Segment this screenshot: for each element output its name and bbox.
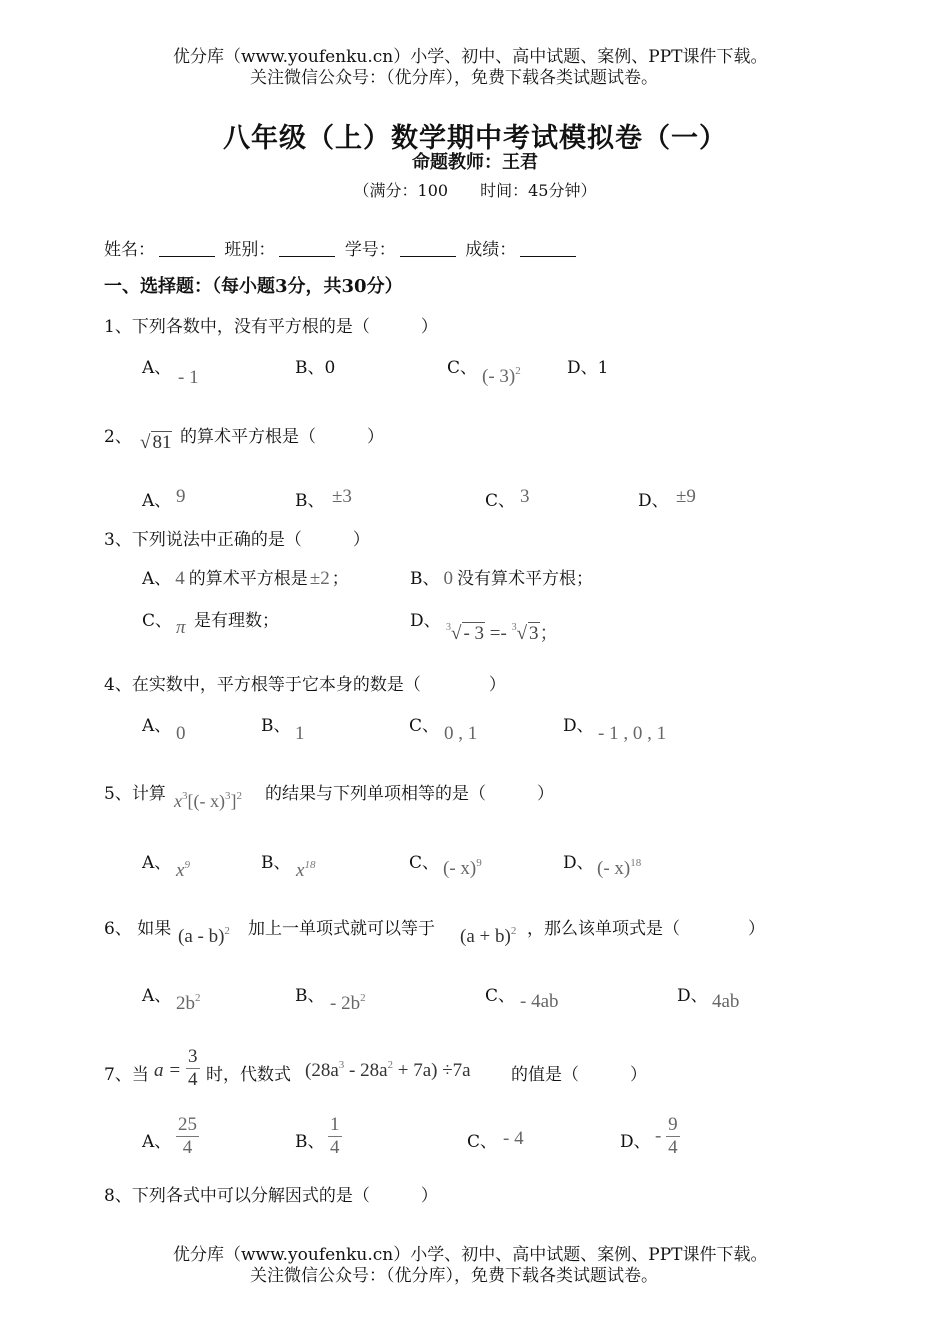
q6-option-a-label: A、 [142,986,172,1006]
q7-option-c-label: C、 [467,1132,498,1152]
q5-pre: 5、计算 [104,784,166,804]
q6-expr-1: (a - b)$^2$ [178,925,230,947]
q2-option-d-math: ±9 [676,486,696,507]
q4-option-c-label: C、 [409,716,440,736]
q3-option-d-math: $^3$√ - 3 =- $^3$√ 3； [446,622,559,644]
q4-option-d-label: D、 [563,716,594,736]
q3-option-c-label: C、 [142,611,173,631]
q5-option-b-math: $x^{18}$ [296,859,316,881]
q4-option-a-math: 0 [176,723,186,744]
q1-option-c-math: (- 3)$^2$ [482,365,521,387]
q7-option-d-label: D、 [620,1132,651,1152]
page-header-line-2: 关注微信公众号：（优分库），免费下载各类试题试卷。 [250,68,658,88]
q6-mid: 加上一单项式就可以等于 [248,919,435,939]
q6-option-c-label: C、 [485,986,516,1006]
q6-pre: 6、 如果 [104,919,172,939]
q4-option-b-math: 1 [295,723,305,744]
q7-option-a-fraction: $\frac{25}{4}$ [178,1114,197,1158]
q2-option-a-math: 9 [176,486,186,507]
q6-option-b-label: B、 [295,986,325,1006]
q3-option-d-label: D、 [410,611,441,631]
q2-option-d-label: D、 [638,491,669,511]
exam-teacher: 命题教师：王君 [412,152,538,173]
q7-post: 的值是（ ） [511,1065,647,1085]
q2-radical: √ 81 [140,432,172,453]
q5-option-a-label: A、 [142,853,172,873]
q1-option-a-label: A、 [142,358,172,378]
page-footer-line-1: 优分库（www.youfenku.cn）小学、初中、高中试题、案例、PPT课件下载。 [173,1245,768,1265]
q7-mid: 时，代数式 [206,1065,291,1085]
q1-option-b: B、0 [295,358,336,378]
q2-option-b-math: ±3 [332,486,352,507]
q1-option-a-math: - 1 [178,367,199,388]
q5-expression: $x^3[(-$ x)$^3$]$^2$ [174,790,242,811]
page-footer-line-2: 关注微信公众号：（优分库），免费下载各类试题试卷。 [250,1266,658,1286]
q7-fraction: $\frac{3}{4}$ [188,1046,198,1090]
q1-option-c-label: C、 [447,358,478,378]
id-field-label: 学号： [344,240,396,260]
q7-pre: 7、当 [104,1065,149,1085]
q5-option-d-label: D、 [563,853,594,873]
q3-option-a: A、 4 的算术平方根是 ±2 ； [142,568,349,589]
q2-option-c-label: C、 [485,491,516,511]
q3-option-b: B、 0 没有算术平方根； [410,568,593,589]
class-blank[interactable] [279,242,335,257]
score-field-label: 成绩： [465,240,517,260]
q5-option-c-label: C、 [409,853,440,873]
q5-option-b-label: B、 [261,853,291,873]
q2-number: 2、 [104,427,132,447]
student-info-row [104,235,580,260]
q8-stem: 8、下列各式中可以分解因式的是（ ） [104,1186,438,1206]
exam-title: 八年级（上）数学期中考试模拟卷（一） [223,123,727,154]
q4-option-a-label: A、 [142,716,172,736]
q3-option-c-math: π [176,617,186,638]
id-blank[interactable] [400,242,456,257]
q7-option-b-fraction: $\frac{1}{4}$ [330,1114,340,1158]
score-blank[interactable] [520,242,576,257]
q4-stem: 4、在实数中，平方根等于它本身的数是（ ） [104,675,506,695]
q7-option-b-label: B、 [295,1132,325,1152]
q6-expr-2: $(a + b)^2$ [460,925,517,947]
q7-variable-eq: a = [154,1060,182,1081]
q2-option-a-label: A、 [142,491,172,511]
q6-option-c-math: - 4ab [520,991,559,1012]
q5-post: 的结果与下列单项相等的是（ ） [265,784,554,804]
page-header-line-1: 优分库（www.youfenku.cn）小学、初中、高中试题、案例、PPT课件下载。 [173,47,768,67]
section-1-heading: 一、选择题：（每小题3分，共30分） [104,276,403,297]
name-blank[interactable] [159,242,215,257]
q4-option-c-math: 0 , 1 [444,723,478,744]
exam-meta: （满分：100 时间：45分钟） [353,181,597,200]
q2-option-b-label: B、 [295,491,325,511]
q6-option-b-math: - $2b^2$ [330,992,366,1014]
q7-option-d-fraction: - $\frac{9}{4}$ [655,1114,678,1158]
class-field-label: 班别： [224,240,276,260]
q7-option-a-label: A、 [142,1132,172,1152]
q6-post: ，那么该单项式是（ ） [527,919,765,939]
q7-option-c-math: - 4 [503,1128,524,1149]
q3-option-c-text: 是有理数； [194,611,279,631]
q6-option-d-label: D、 [677,986,708,1006]
q3-stem: 3、下列说法中正确的是（ ） [104,530,370,550]
q4-option-d-math: - 1 , 0 , 1 [598,723,667,744]
q1-stem: 1、下列各数中，没有平方根的是（ ） [104,317,438,337]
q5-option-c-math: (- x)$^9$ [443,857,482,879]
q6-option-a-math: $2b^2$ [176,992,201,1014]
q1-option-d: D、1 [567,358,609,378]
q2-stem: 的算术平方根是（ ） [180,427,384,447]
q2-option-c-math: 3 [520,486,530,507]
q6-option-d-math: 4ab [712,991,740,1012]
name-field-label: 姓名： [104,240,155,260]
q7-expression: $(28a^3 - 28a^2 + 7a) \div 7a$ [305,1059,471,1081]
q4-option-b-label: B、 [261,716,291,736]
q5-option-a-math: $x^9$ [176,859,190,881]
q5-option-d-math: (- x)$^{18}$ [597,857,642,879]
